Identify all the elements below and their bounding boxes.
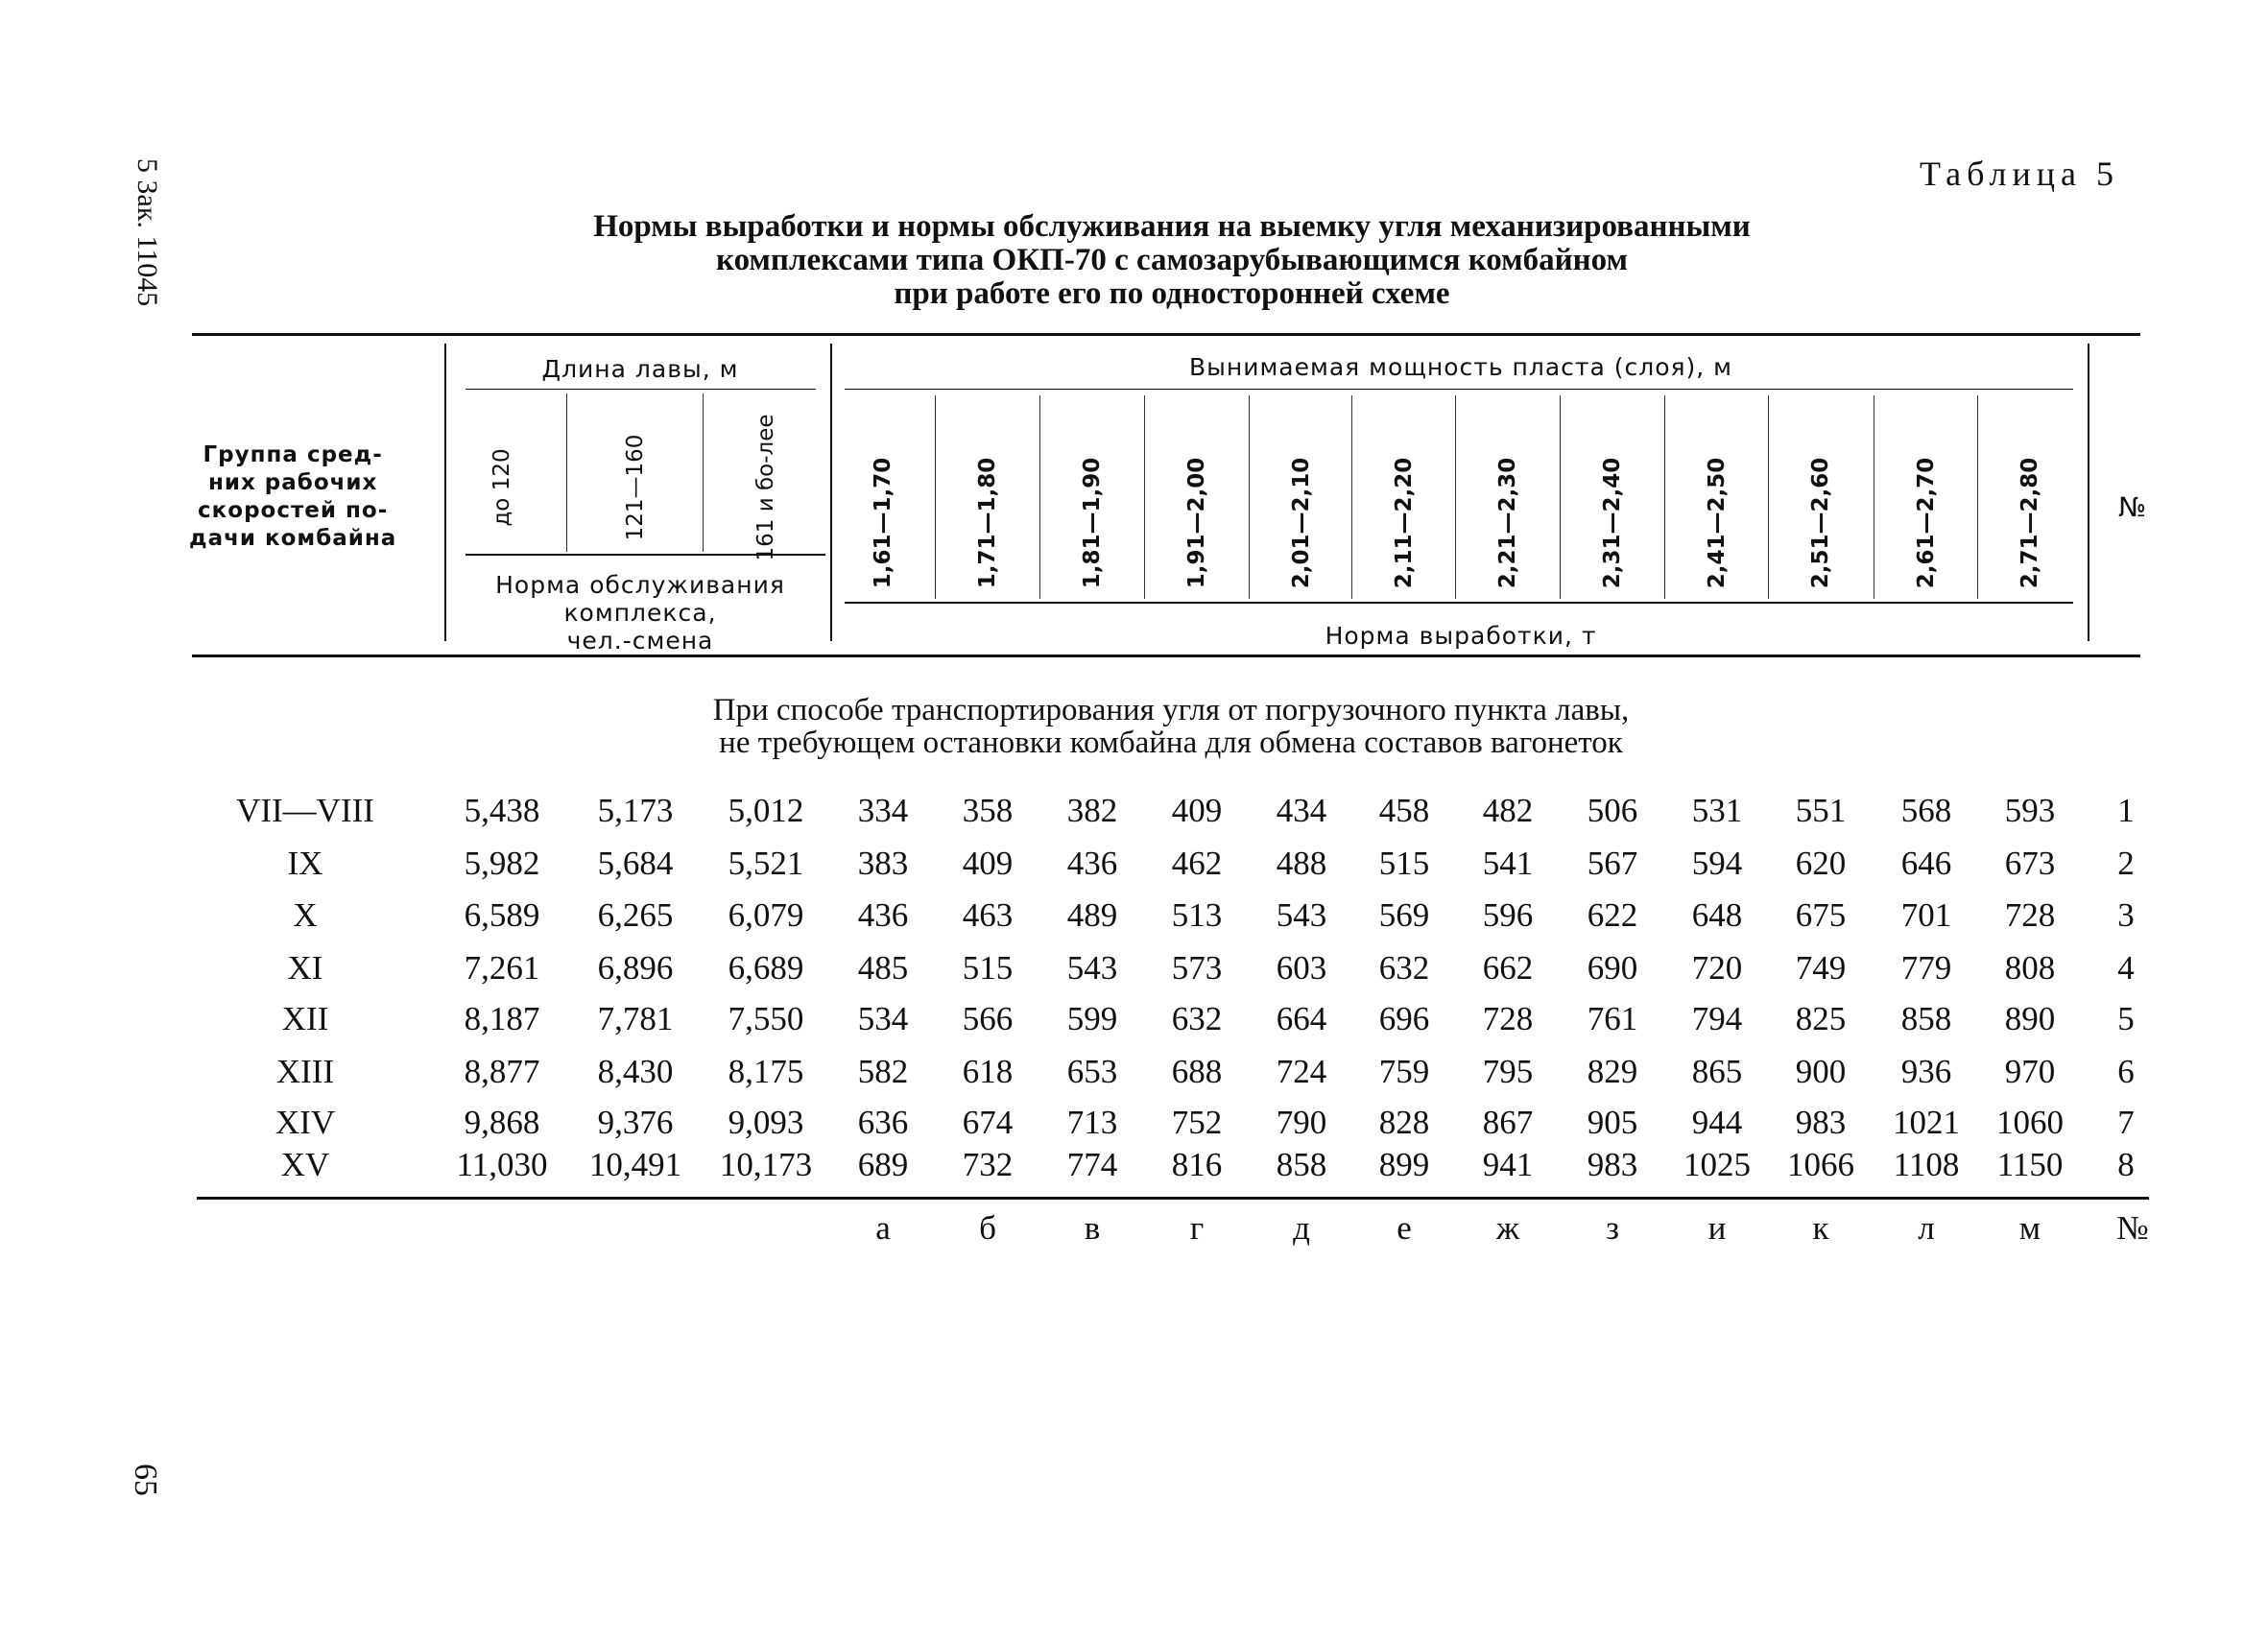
output-norm-cell: 794	[1691, 1000, 1743, 1037]
service-norm-cell: 8,430	[597, 1053, 674, 1090]
row-group-label: XIII	[275, 1053, 335, 1090]
page-number: 65	[128, 1464, 163, 1496]
header-divider	[1977, 395, 1978, 599]
output-norm-cell: 941	[1482, 1146, 1534, 1183]
output-norm-cell: 648	[1691, 896, 1743, 934]
output-norm-cell: 688	[1171, 1053, 1223, 1090]
length-column-header: 121—160	[623, 434, 648, 541]
output-norm-cell: 970	[2004, 1053, 2056, 1090]
service-norm-cell: 10,491	[588, 1146, 682, 1183]
length-header: Длина лавы, м	[541, 355, 739, 383]
section-heading-line-1: При способе транспортирования угля от погрузочного пункта лавы,	[712, 693, 1630, 727]
output-norm-cell: 732	[962, 1146, 1014, 1183]
column-letter: и	[1707, 1209, 1727, 1247]
service-norm-line: Норма обслуживания	[495, 571, 785, 599]
row-group-label: IX	[287, 845, 323, 882]
output-norm-cell: 482	[1482, 792, 1534, 829]
side-order-note: 5 Зак. 11045	[131, 158, 163, 307]
header-divider	[1768, 395, 1769, 599]
service-norm-cell: 7,261	[464, 949, 540, 987]
output-norm-cell: 664	[1276, 1000, 1327, 1037]
output-norm-cell: 1025	[1683, 1146, 1751, 1183]
output-norm-cell: 774	[1066, 1146, 1118, 1183]
thickness-column-header: 1,71—1,80	[975, 457, 1000, 589]
thickness-column-header: 2,21—2,30	[1495, 457, 1520, 589]
output-norm-cell: 890	[2004, 1000, 2056, 1037]
column-letter: л	[1918, 1209, 1935, 1247]
column-letter: ж	[1495, 1209, 1520, 1247]
output-norm-cell: 662	[1482, 949, 1534, 987]
output-norm-cell: 462	[1171, 845, 1223, 882]
output-norm-cell: 636	[857, 1104, 909, 1141]
header-divider	[1560, 395, 1561, 599]
header-divider	[1249, 395, 1250, 599]
output-norm-cell: 358	[962, 792, 1014, 829]
output-norm-cell: 761	[1587, 1000, 1638, 1037]
thickness-column-header: 1,61—1,70	[871, 457, 895, 589]
row-number: 3	[2117, 896, 2135, 934]
output-norm-cell: 434	[1276, 792, 1327, 829]
output-norm-cell: 1021	[1893, 1104, 1960, 1141]
output-norm-cell: 944	[1691, 1104, 1743, 1141]
output-norm-cell: 513	[1171, 896, 1223, 934]
output-norm-cell: 816	[1171, 1146, 1223, 1183]
output-norm-cell: 713	[1066, 1104, 1118, 1141]
column-letter: г	[1189, 1209, 1205, 1247]
output-norm-cell: 790	[1276, 1104, 1327, 1141]
output-norm-cell: 534	[857, 1000, 909, 1037]
column-letter: а	[875, 1209, 891, 1247]
output-norm-cell: 1150	[1996, 1146, 2064, 1183]
service-norm-cell: 7,781	[597, 1000, 674, 1037]
output-norm-cell: 1066	[1787, 1146, 1854, 1183]
column-letter: в	[1084, 1209, 1101, 1247]
group-header-line: них рабочих	[207, 470, 378, 495]
output-norm-cell: 632	[1171, 1000, 1223, 1037]
row-group-label: XIV	[275, 1104, 336, 1141]
row-number: 5	[2117, 1000, 2135, 1037]
header-subrule	[845, 602, 2073, 604]
service-norm-cell: 6,896	[597, 949, 674, 987]
table-label: Таблица 5	[1920, 155, 2119, 193]
thickness-column-header: 2,31—2,40	[1600, 457, 1625, 589]
service-norm-cell: 6,079	[728, 896, 804, 934]
header-subrule	[845, 389, 2073, 390]
output-norm-cell: 485	[857, 949, 909, 987]
thickness-column-header: 2,71—2,80	[2017, 457, 2042, 589]
output-norm-cell: 543	[1066, 949, 1118, 987]
output-norm-cell: 673	[2004, 845, 2056, 882]
output-norm-cell: 936	[1900, 1053, 1952, 1090]
output-norm-cell: 567	[1587, 845, 1638, 882]
service-norm-cell: 11,030	[456, 1146, 548, 1183]
row-group-label: XI	[287, 949, 323, 987]
header-divider	[2088, 344, 2089, 641]
group-header-line: дачи комбайна	[189, 526, 397, 551]
output-norm-cell: 1108	[1893, 1146, 1960, 1183]
service-norm-cell: 9,868	[464, 1104, 540, 1141]
output-norm-cell: 436	[1066, 845, 1118, 882]
output-norm-cell: 795	[1482, 1053, 1534, 1090]
service-norm-cell: 8,175	[728, 1053, 804, 1090]
length-column-header: до 120	[489, 448, 514, 527]
output-norm-cell: 506	[1587, 792, 1638, 829]
row-number: 4	[2117, 949, 2135, 987]
header-top-rule	[192, 333, 2140, 336]
number-header: №	[2117, 491, 2148, 523]
output-norm-cell: 749	[1795, 949, 1847, 987]
output-norm-header: Норма выработки, т	[1325, 622, 1597, 650]
column-letter: №	[2116, 1209, 2149, 1247]
output-norm-cell: 828	[1378, 1104, 1430, 1141]
thickness-header: Вынимаемая мощность пласта (слоя), м	[1188, 353, 1733, 381]
output-norm-cell: 489	[1066, 896, 1118, 934]
group-header-line: скоростей по-	[198, 498, 389, 523]
output-norm-cell: 674	[962, 1104, 1014, 1141]
service-norm-cell: 6,265	[597, 896, 674, 934]
output-norm-cell: 620	[1795, 845, 1847, 882]
service-norm-header	[495, 571, 785, 655]
service-norm-cell: 8,187	[464, 1000, 540, 1037]
output-norm-cell: 829	[1587, 1053, 1638, 1090]
column-letter: к	[1812, 1209, 1829, 1247]
length-column-header: 161 и бо-лее	[753, 414, 778, 561]
header-divider	[1455, 395, 1456, 599]
output-norm-cell: 463	[962, 896, 1014, 934]
title-line-2: комплексами типа ОКП-70 с самозарубывающимся комбайном	[715, 243, 1629, 277]
title-line-3: при работе его по односторонней схеме	[894, 276, 1450, 311]
output-norm-cell: 752	[1171, 1104, 1223, 1141]
output-norm-cell: 436	[857, 896, 909, 934]
column-letter: д	[1293, 1209, 1310, 1247]
service-norm-cell: 6,589	[464, 896, 540, 934]
header-divider	[935, 395, 936, 599]
row-number: 6	[2117, 1053, 2135, 1090]
row-group-label: VII—VIII	[236, 792, 374, 829]
header-divider	[1039, 395, 1040, 599]
output-norm-cell: 594	[1691, 845, 1743, 882]
service-norm-cell: 9,093	[728, 1104, 804, 1141]
output-norm-cell: 653	[1066, 1053, 1118, 1090]
service-norm-cell: 5,684	[597, 845, 674, 882]
thickness-column-header: 2,51—2,60	[1808, 457, 1833, 589]
output-norm-cell: 675	[1795, 896, 1847, 934]
output-norm-cell: 582	[857, 1053, 909, 1090]
group-header	[189, 441, 396, 553]
column-letter: м	[2018, 1209, 2041, 1247]
output-norm-cell: 458	[1378, 792, 1430, 829]
output-norm-cell: 759	[1378, 1053, 1430, 1090]
column-letter: з	[1606, 1209, 1619, 1247]
output-norm-cell: 905	[1587, 1104, 1638, 1141]
output-norm-cell: 382	[1066, 792, 1118, 829]
service-norm-cell: 6,689	[728, 949, 804, 987]
title-line-1: Нормы выработки и нормы обслуживания на выемку угля механизированными	[593, 209, 1751, 244]
service-norm-line: чел.-смена	[566, 627, 714, 655]
thickness-column-header: 1,91—2,00	[1184, 457, 1209, 589]
output-norm-cell: 409	[1171, 792, 1223, 829]
row-group-label: XV	[280, 1146, 330, 1183]
row-number: 7	[2117, 1104, 2135, 1141]
output-norm-cell: 858	[1276, 1146, 1327, 1183]
service-norm-cell: 5,521	[728, 845, 804, 882]
output-norm-cell: 488	[1276, 845, 1327, 882]
output-norm-cell: 622	[1587, 896, 1638, 934]
output-norm-cell: 696	[1378, 1000, 1430, 1037]
output-norm-cell: 593	[2004, 792, 2056, 829]
output-norm-cell: 690	[1587, 949, 1638, 987]
group-header-line: Группа сред-	[203, 442, 383, 467]
header-divider	[1351, 395, 1352, 599]
output-norm-cell: 334	[857, 792, 909, 829]
output-norm-cell: 383	[857, 845, 909, 882]
output-norm-cell: 899	[1378, 1146, 1430, 1183]
service-norm-cell: 5,438	[464, 792, 540, 829]
header-divider	[1664, 395, 1665, 599]
service-norm-cell: 5,173	[597, 792, 674, 829]
output-norm-cell: 728	[2004, 896, 2056, 934]
output-norm-cell: 728	[1482, 1000, 1534, 1037]
output-norm-cell: 573	[1171, 949, 1223, 987]
output-norm-cell: 865	[1691, 1053, 1743, 1090]
output-norm-cell: 779	[1900, 949, 1952, 987]
section-heading-line-2: не требующем остановки комбайна для обмена составов вагонеток	[719, 726, 1623, 760]
row-number: 8	[2117, 1146, 2135, 1183]
output-norm-cell: 618	[962, 1053, 1014, 1090]
thickness-column-header: 2,01—2,10	[1289, 457, 1314, 589]
output-norm-cell: 720	[1691, 949, 1743, 987]
output-norm-cell: 701	[1900, 896, 1952, 934]
output-norm-cell: 543	[1276, 896, 1327, 934]
service-norm-cell: 5,012	[728, 792, 804, 829]
output-norm-cell: 1060	[1996, 1104, 2064, 1141]
header-divider	[830, 344, 832, 641]
column-letter: е	[1397, 1209, 1412, 1247]
output-norm-cell: 603	[1276, 949, 1327, 987]
row-group-label: XII	[281, 1000, 329, 1037]
output-norm-cell: 569	[1378, 896, 1430, 934]
service-norm-cell: 5,982	[464, 845, 540, 882]
output-norm-cell: 409	[962, 845, 1014, 882]
output-norm-cell: 551	[1795, 792, 1847, 829]
service-norm-cell: 10,173	[719, 1146, 813, 1183]
output-norm-cell: 568	[1900, 792, 1952, 829]
output-norm-cell: 566	[962, 1000, 1014, 1037]
output-norm-cell: 825	[1795, 1000, 1847, 1037]
row-number: 1	[2117, 792, 2135, 829]
header-divider	[703, 393, 704, 552]
row-number: 2	[2117, 845, 2135, 882]
output-norm-cell: 867	[1482, 1104, 1534, 1141]
service-norm-cell: 7,550	[728, 1000, 804, 1037]
service-norm-cell: 9,376	[597, 1104, 674, 1141]
output-norm-cell: 808	[2004, 949, 2056, 987]
header-divider	[1144, 395, 1145, 599]
row-group-label: X	[293, 896, 318, 934]
output-norm-cell: 632	[1378, 949, 1430, 987]
output-norm-cell: 724	[1276, 1053, 1327, 1090]
output-norm-cell: 900	[1795, 1053, 1847, 1090]
output-norm-cell: 515	[962, 949, 1014, 987]
output-norm-cell: 983	[1795, 1104, 1847, 1141]
header-subrule	[466, 389, 816, 390]
column-letter: б	[979, 1209, 996, 1247]
thickness-column-header: 2,61—2,70	[1914, 457, 1939, 589]
output-norm-cell: 531	[1691, 792, 1743, 829]
table-bottom-rule	[197, 1197, 2149, 1200]
output-norm-cell: 515	[1378, 845, 1430, 882]
output-norm-cell: 596	[1482, 896, 1534, 934]
output-norm-cell: 541	[1482, 845, 1534, 882]
output-norm-cell: 689	[857, 1146, 909, 1183]
output-norm-cell: 983	[1587, 1146, 1638, 1183]
service-norm-cell: 8,877	[464, 1053, 540, 1090]
thickness-column-header: 2,41—2,50	[1705, 457, 1730, 589]
header-bottom-rule	[192, 655, 2140, 657]
thickness-column-header: 2,11—2,20	[1392, 457, 1417, 589]
output-norm-cell: 646	[1900, 845, 1952, 882]
header-divider	[444, 344, 446, 641]
thickness-column-header: 1,81—1,90	[1080, 457, 1105, 589]
service-norm-line: комплекса,	[563, 599, 717, 627]
output-norm-cell: 858	[1900, 1000, 1952, 1037]
output-norm-cell: 599	[1066, 1000, 1118, 1037]
header-divider	[566, 393, 567, 552]
